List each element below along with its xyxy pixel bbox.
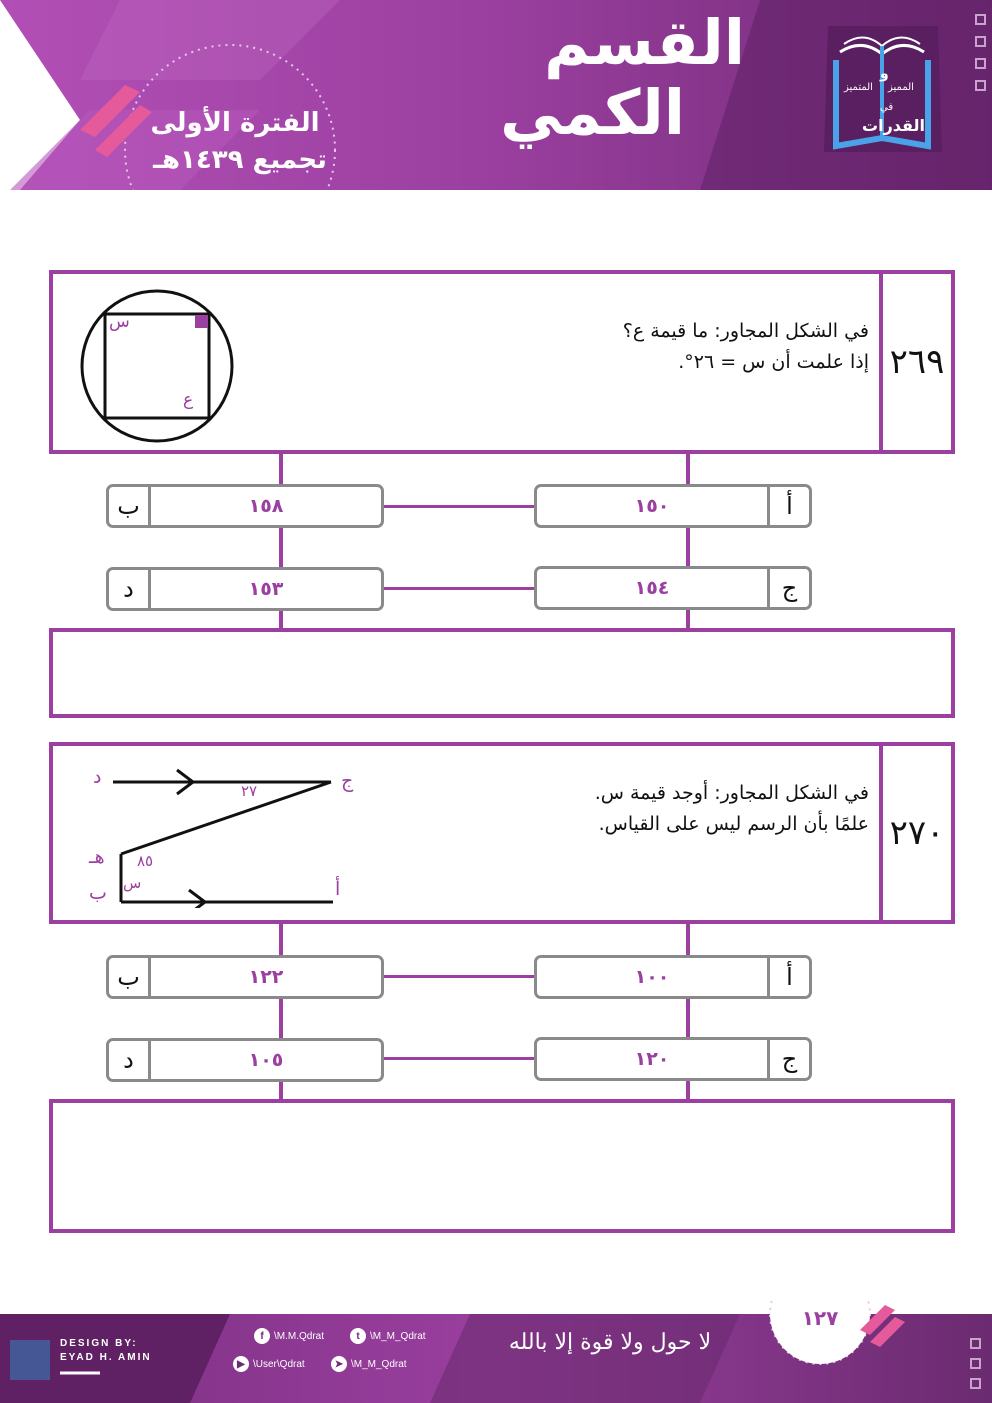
option-a[interactable] [534, 484, 812, 528]
option-letter: د [109, 570, 151, 608]
telegram-icon: ➤ [331, 1356, 347, 1372]
option-d[interactable] [106, 567, 384, 611]
decor-square [970, 1358, 981, 1369]
twitter-link[interactable]: t \M_M_Qdrat [350, 1328, 426, 1344]
question-number: ٢٦٩ [879, 274, 951, 450]
logo: و المميز المتميز في القدرات [818, 20, 946, 158]
option-letter: أ [767, 958, 809, 996]
option-letter: ج [767, 1040, 809, 1078]
figure-label-a: ع [183, 390, 194, 410]
page-header [0, 0, 992, 190]
book-logo-icon [818, 20, 946, 158]
figure-label-angle1: ٢٧ [241, 782, 258, 800]
connector-line [384, 505, 534, 508]
facebook-icon: f [254, 1328, 270, 1344]
option-b[interactable] [106, 484, 384, 528]
figure-label-s: س [109, 312, 130, 332]
figure-label-b: ب [89, 882, 107, 904]
solution-area[interactable] [49, 1099, 955, 1233]
decor-square [970, 1378, 981, 1389]
question-line: علمًا بأن الرسم ليس على القياس. [598, 813, 869, 835]
youtube-link[interactable]: ▶ \User\Qdrat [233, 1356, 305, 1372]
option-d[interactable] [106, 1038, 384, 1082]
facebook-link[interactable]: f \M.M.Qdrat [254, 1328, 324, 1344]
page-footer [0, 1300, 992, 1403]
option-c[interactable] [534, 566, 812, 610]
designer-name: EYAD H. AMIN [60, 1352, 152, 1363]
option-value: ١٢٢ [248, 966, 284, 988]
decor-square [970, 1338, 981, 1349]
option-a[interactable] [534, 955, 812, 999]
header-period: الفترة الأولى [150, 108, 320, 138]
telegram-link[interactable]: ➤ \M_M_Qdrat [331, 1356, 407, 1372]
page-number: ١٢٧ [801, 1306, 839, 1330]
header-title-line2: الكمي [500, 76, 685, 149]
option-value: ١٥٤ [634, 577, 670, 599]
question-line: في الشكل المجاور: ما قيمة ع؟ [622, 320, 869, 342]
figure-label-s: س [123, 874, 142, 892]
option-letter: ب [109, 487, 151, 525]
option-value: ١٥٣ [248, 578, 284, 600]
header-collection: تجميع ١٤٣٩هـ [153, 145, 327, 175]
question-number: ٢٧٠ [879, 746, 951, 920]
figure-label-h: هـ [89, 846, 105, 868]
option-value: ١٥٨ [248, 495, 284, 517]
youtube-icon: ▶ [233, 1356, 249, 1372]
option-letter: أ [767, 487, 809, 525]
figure-label-d: د [93, 766, 102, 788]
decor-square [975, 58, 986, 69]
option-letter: د [109, 1041, 151, 1079]
option-b[interactable] [106, 955, 384, 999]
question-box [49, 270, 955, 454]
question-line: إذا علمت أن س = ٢٦°. [678, 351, 869, 373]
figure-label-j: ج [341, 770, 354, 792]
design-by-label: DESIGN BY: [60, 1338, 138, 1349]
option-value: ١٠٠ [634, 966, 670, 988]
twitter-icon: t [350, 1328, 366, 1344]
connector-line [384, 1057, 534, 1060]
connector-line [384, 587, 534, 590]
decor-square [975, 14, 986, 25]
question-text [449, 778, 869, 840]
option-letter: ب [109, 958, 151, 996]
option-value: ١٢٠ [634, 1048, 670, 1070]
option-value: ١٠٥ [248, 1049, 284, 1071]
solution-area[interactable] [49, 628, 955, 718]
option-c[interactable] [534, 1037, 812, 1081]
question-line: في الشكل المجاور: أوجد قيمة س. [594, 782, 869, 804]
decor-square [975, 36, 986, 47]
circle-square-figure [79, 288, 239, 448]
header-title-line1: القسم [544, 6, 745, 79]
calligraphy-text: لا حول ولا قوة إلا بالله [508, 1330, 712, 1355]
question-box [49, 742, 955, 924]
option-value: ١٥٠ [634, 495, 670, 517]
connector-line [384, 975, 534, 978]
decor-square [975, 80, 986, 91]
figure-label-alef: أ [335, 878, 341, 900]
option-letter: ج [767, 569, 809, 607]
question-text [449, 316, 869, 378]
figure-label-angle2: ٨٥ [137, 852, 154, 870]
